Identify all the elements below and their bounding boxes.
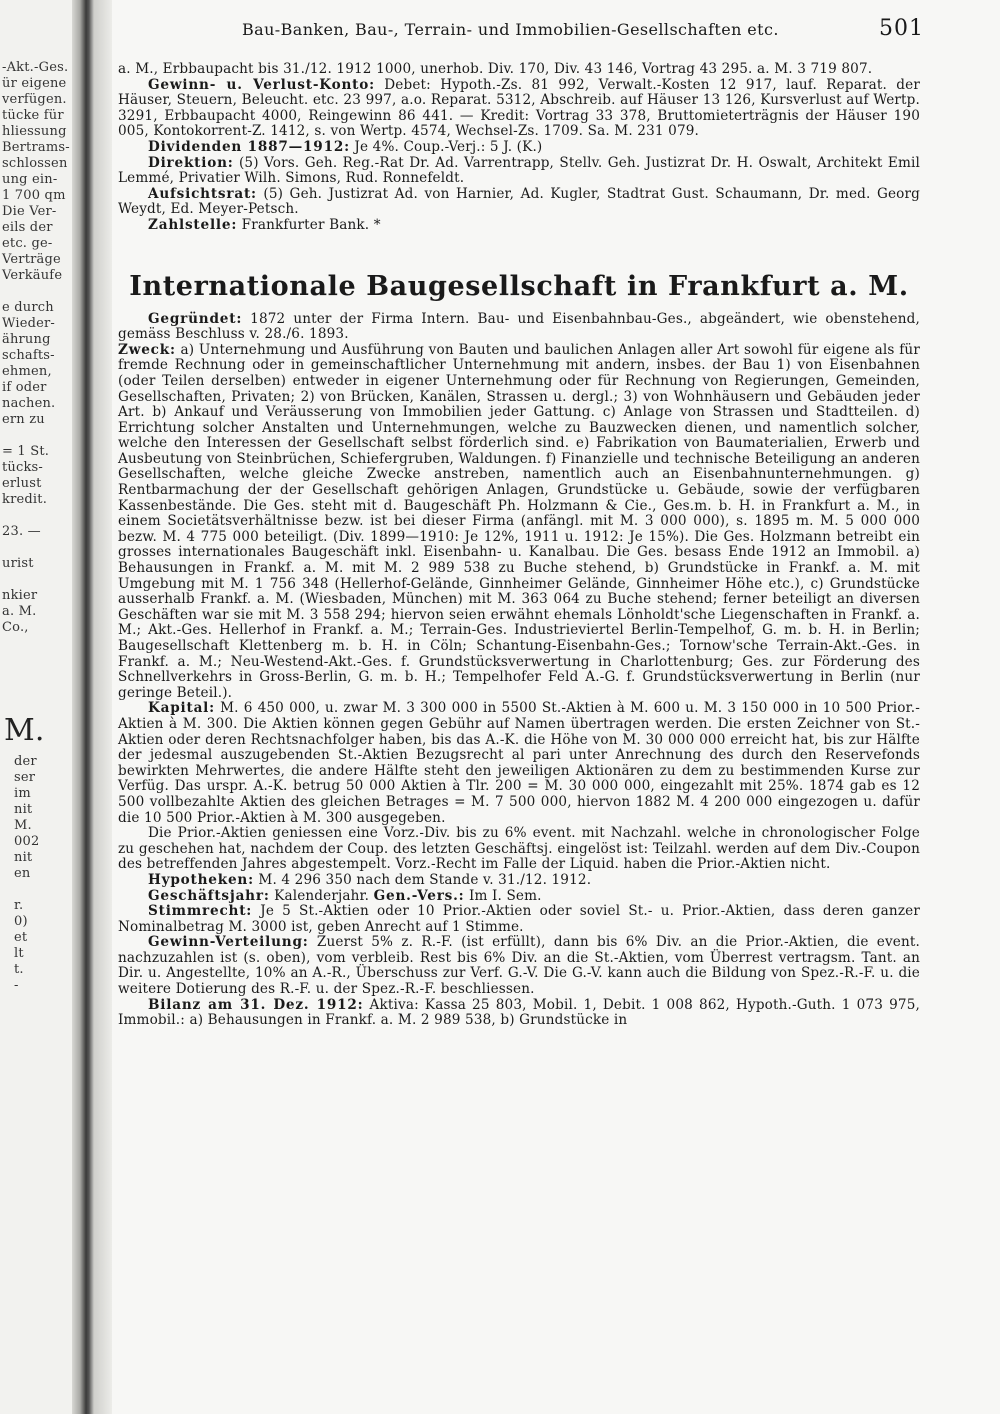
section-label: Gewinn-Verteilung: bbox=[148, 934, 309, 951]
adjacent-page-fragment: kredit. bbox=[2, 492, 48, 507]
adjacent-page-fragment: 1 700 qm bbox=[2, 188, 66, 203]
adjacent-page-fragment: nit bbox=[14, 850, 33, 865]
running-header bbox=[112, 16, 924, 46]
prev-zahlstelle bbox=[118, 218, 920, 234]
section-label: Stimmrecht: bbox=[148, 903, 253, 920]
adjacent-page-fragment: ehmen, bbox=[2, 364, 52, 379]
entry-bilanz bbox=[118, 998, 920, 1029]
adjacent-page-fragment: urist bbox=[2, 556, 34, 571]
adjacent-page-fragment: etc. ge- bbox=[2, 236, 53, 251]
section-text: Aktiva: Kassa 25 803, Mobil. 1, Debit. 1 008 862, Hypoth.-Guth. 1 073 975, Immobil.: a) Behausungen in Frankf. a. M. 2 989 538, b) Grundstücke in bbox=[118, 996, 920, 1029]
adjacent-page-fragment: Die Ver- bbox=[2, 204, 57, 219]
adjacent-page-fragment: a. M. bbox=[2, 604, 37, 619]
adjacent-page-fragment: e durch bbox=[2, 300, 54, 315]
header-title: Bau-Banken, Bau-, Terrain- und Immobilien-Gesellschaften etc. bbox=[242, 20, 779, 39]
section-label: Zahlstelle: bbox=[148, 216, 238, 233]
section-text: a) Unternehmung und Ausführung von Bauten und baulichen Anlagen aller Art sowohl für eigene als für fremde Rechnung oder in gemeinschaftlicher Unternehmung mit andern, insbes. der Bau 1) von Eisenbahnen (oder Teilen derselben) entweder in eigener Unternehmung oder für Rechnung von Regierungen, Gemeinden, Gesellschaften, Privaten; 2) von Brücken, Kanälen, Strassen u. dergl.; 3) von Wohnhäusern und Gebäuden jeder Art. b) Ankauf und Veräusserung von Immobilien jeder Gattung. c) Anlage von Strassen und Stadtteilen. d) Errichtung solcher Anstalten und Unternehmungen, welche zu Bauzwecken dienen, und namentlich solcher, welche den Interessen der Gesellschaft selbst förderlich sind. e) Fabrikation von Baumaterialien, Erwerb und Ausbeutung von Steinbrüchen, Schiefergruben, Waldungen. f) Finanzielle und technische Beteiligung an anderen Gesellschaften, welche gleiche Zwecke anstreben, namentlich auch an Eisenbahnunternehmungen. g) Rentbarmachung der der Gesellschaft gehörigen Anlagen, Grundstücke u. Gebäude, sowie der verfügbaren Kassenbestände. Die Ges. steht mit d. Baugeschäft Ph. Holzmann & Cie., Ges.m. b. H. in Frankfurt a. M., in einem Societätsverhältnisse bezw. ist bei dieser Firma (anfängl. mit M. 3 000 000), s. 1895 m. M. 5 000 000 bezw. M. 4 775 000 beteiligt. (Div. 1899—1910: Je 12%, 1911 u. 1912: Je 15%). Die Ges. Holzmann betreibt ein grosses internationales Baugeschäft inkl. Eisenbahn- u. Kanalbau. Die Ges. besass Ende 1912 an Immobil. a) Behausungen in Frankf. a. M. mit M. 2 989 538 zu Buche stehend, b) Grundstücke in Frankf. a. M. mit Umgebung mit M. 1 756 348 (Hellerhof-Gelände, Ginnheimer Gelände, Ginnheimer Höhe etc.), c) Grundstücke ausserhalb Frankf. a. M. (Wiesbaden, München) mit M. 363 064 zu Buche stehend; ferner beteiligt an diversen Geschäften war sie mit M. 3 558 294; hiervon seien erwähnt ehemals Lönholdt'sche Liegenschaften in Frankf. a. M.; Akt.-Ges. Hellerhof in Frankf. a. M.; Terrain-Ges. Industrieviertel Berlin-Tempelhof, G. m. b. H. in Berlin; Baugesellschaft Klettenberg m. b. H. in Cöln; Schantung-Eisenbahn-Ges.; Tornow'sche Terrain-Akt.-Ges. in Frankf. a. M.; Neu-Westend-Akt.-Ges. f. Grundstücksverwertung in Charlottenburg; Ges. zur Förderung des Schnellverkehrs in Gross-Berlin, G. m. b. H.; Tempelhofer Feld A.-G. f. Grundstücksverwertung in Berlin (nur geringe Beteil.). bbox=[118, 341, 920, 701]
adjacent-page-fragment: nachen. bbox=[2, 396, 56, 411]
prev-aufsichtsrat bbox=[118, 187, 920, 218]
section-label: Direktion: bbox=[148, 154, 234, 171]
adjacent-page-fragment: 0) bbox=[14, 914, 28, 929]
section-label: Geschäftsjahr: bbox=[148, 887, 270, 904]
section-label: Hypotheken: bbox=[148, 871, 254, 888]
adjacent-page-fragment: M. bbox=[4, 713, 45, 748]
entry-gegruendet bbox=[118, 312, 920, 343]
adjacent-page-fragment: tücke für bbox=[2, 108, 64, 123]
section-text: M. 4 296 350 nach dem Stande v. 31./12. 1912. bbox=[258, 871, 592, 888]
adjacent-page-fragment: 23. — bbox=[2, 524, 41, 539]
adjacent-page-fragment: Verkäufe bbox=[2, 268, 63, 283]
adjacent-page-fragment: ser bbox=[14, 770, 36, 785]
adjacent-page-fragment: r. bbox=[14, 898, 24, 913]
section-text: Kalenderjahr. bbox=[274, 887, 370, 904]
section-text: Je 5 St.-Aktien oder 10 Prior.-Aktien oder soviel St.- u. Prior.-Aktien, dass deren ganzer Nominalbetrag M. 3000 ist, geben Anrecht auf 1 Stimme. bbox=[118, 903, 920, 935]
adjacent-page-fragment: schafts- bbox=[2, 348, 55, 363]
adjacent-page-fragment: der bbox=[14, 754, 37, 769]
entry-gewinn-verteilung bbox=[118, 935, 920, 997]
section-label: Gen.-Vers.: bbox=[373, 887, 465, 904]
adjacent-page-fragment: - bbox=[14, 978, 19, 993]
prev-gewinn-verlust bbox=[118, 78, 920, 140]
section-text: Debet: Hypoth.-Zs. 81 992, Verwalt.-Kosten 12 917, lauf. Reparat. der Häuser, Steuern, Beleucht. etc. 23 997, a.o. Reparat. 5312, Abschreib. auf Häuser 13 126, Kursverlust auf Wertp. 3291, Erbbaupacht 4000, Reingewinn 86 441. — Kredit: Vortrag 33 378, Bruttomieterträgnis der Häuser 190 005, Kontokorrent-Z. 1412, s. von Wertp. 4574, Wechsel-Zs. 1709. Sa. M. 231 079. bbox=[118, 76, 920, 140]
section-text: 1872 unter der Firma Intern. Bau- und Eisenbahnbau-Ges., abgeändert, wie obenstehend, gemäss Beschluss v. 28./6. 1893. bbox=[118, 310, 920, 343]
adjacent-page-fragment: eils der bbox=[2, 220, 53, 235]
adjacent-page-fragment: ährung bbox=[2, 332, 51, 347]
adjacent-page-fragment: t. bbox=[14, 962, 24, 977]
section-label: Aufsichtsrat: bbox=[148, 185, 257, 202]
section-label: Dividenden 1887—1912: bbox=[148, 138, 350, 155]
adjacent-page-fragment: schlossen bbox=[2, 156, 68, 171]
adjacent-page-fragment: Verträge bbox=[2, 252, 61, 267]
page-number: 501 bbox=[879, 16, 924, 41]
adjacent-page-fragment: verfügen. bbox=[2, 92, 67, 107]
adjacent-page-fragment: if oder bbox=[2, 380, 47, 395]
section-text: Im I. Sem. bbox=[468, 887, 542, 904]
section-label: Gewinn- u. Verlust-Konto: bbox=[148, 76, 375, 93]
section-label: Gegründet: bbox=[148, 310, 243, 327]
section-text: Frankfurter Bank. * bbox=[241, 216, 381, 233]
adjacent-page-fragment: im bbox=[14, 786, 31, 801]
company-title: Internationale Baugesellschaft in Frankfurt a. M. bbox=[129, 270, 909, 302]
adjacent-page-strip bbox=[0, 0, 72, 1414]
entry-stimmrecht bbox=[118, 904, 920, 935]
adjacent-page-fragment: lt bbox=[14, 946, 24, 961]
prev-entry-intro: a. M., Erbbaupacht bis 31./12. 1912 1000, unerhob. Div. 170, Div. 43 146, Vortrag 43 295. a. M. 3 719 807. bbox=[118, 61, 873, 77]
entry-kapital bbox=[118, 701, 920, 826]
adjacent-page-fragment: nit bbox=[14, 802, 33, 817]
book-gutter bbox=[72, 0, 112, 1414]
prev-dividenden bbox=[118, 140, 920, 156]
entry-prior-aktien: Die Prior.-Aktien geniessen eine Vorz.-Div. bis zu 6% event. mit Nachzahl. welche in chronologischer Folge zu geschehen hat, nachdem der Coup. des letzten Geschäftsj. eingelöst ist: Teilzahl. werden auf dem Div.-Coupon des betreffenden Jahres abgestempelt. Vorz.-Recht im Falle der Liquid. haben die Prior.-Aktien nicht. bbox=[118, 825, 920, 873]
section-label: Zweck: bbox=[118, 341, 176, 358]
section-text: Je 4%. Coup.-Verj.: 5 J. (K.) bbox=[354, 138, 543, 155]
adjacent-page-fragment: nkier bbox=[2, 588, 38, 603]
section-text: M. 6 450 000, u. zwar M. 3 300 000 in 5500 St.-Aktien à M. 600 u. M. 3 150 000 in 10 500 Prior.-Aktien à M. 300. Die Aktien können gegen Gebühr auf Namen übertragen werden. Die ersten Zeichner von St.-Aktien oder deren Rechtsnachfolger haben, bis das A.-K. die Höhe von M. 30 000 000 erreicht hat, bis zur Hälfte der jedesmal auszugebenden St.-Aktien Bezugsrecht al pari unter Anrechnung des durch den Reservefonds bewirkten Mehrwertes, die andere Hälfte steht den jeweiligen Aktionären zu dem zu bestimmenden Kurse zur Verfüg. Das urspr. A.-K. betrug 50 000 Aktien à Tlr. 200 = M. 30 000 000, eingezahlt mit 25%. 1874 gab es 12 500 vollbezahlte Aktien des gleichen Betrages = M. 7 500 000, hiervon 1882 M. 4 200 000 eingezogen u. dafür die 10 500 Prior.-Aktien à M. 300 ausgegeben. bbox=[118, 700, 920, 826]
adjacent-page-fragment: en bbox=[14, 866, 31, 881]
entry-hypotheken bbox=[118, 873, 920, 889]
adjacent-page-fragment: 002 bbox=[14, 834, 40, 849]
adjacent-page-fragment: ung ein- bbox=[2, 172, 58, 187]
adjacent-page-fragment: Co., bbox=[2, 620, 29, 635]
adjacent-page-fragment: ür eigene bbox=[2, 76, 67, 91]
text-column bbox=[118, 62, 920, 1029]
adjacent-page-fragment: erlust bbox=[2, 476, 42, 491]
section-text: (5) Geh. Justizrat Ad. von Harnier, Ad. Kugler, Stadtrat Gust. Schaumann, Dr. med. Georg Weydt, Ed. Meyer-Petsch. bbox=[118, 185, 920, 218]
section-label: Bilanz am 31. Dez. 1912: bbox=[148, 996, 364, 1013]
adjacent-page-fragment: tücks- bbox=[2, 460, 44, 475]
entry-geschaeftsjahr bbox=[118, 889, 920, 905]
adjacent-page-fragment: -Akt.-Ges. bbox=[2, 60, 69, 75]
section-label: Kapital: bbox=[148, 700, 215, 717]
adjacent-page-fragment: et bbox=[14, 930, 28, 945]
adjacent-page-fragment: M. bbox=[14, 818, 32, 833]
adjacent-page-fragment: hliessung bbox=[2, 124, 67, 139]
section-text: (5) Vors. Geh. Reg.-Rat Dr. Ad. Varrentrapp, Stellv. Geh. Justizrat Dr. H. Oswalt, Architekt Emil Lemmé, Privatier Wilh. Simons, Rud. Ronnefeldt. bbox=[118, 154, 920, 187]
adjacent-page-fragment: Bertrams- bbox=[2, 140, 70, 155]
adjacent-page-fragment: ern zu bbox=[2, 412, 45, 427]
section-text: Zuerst 5% z. R.-F. (ist erfüllt), dann bis 6% Div. an die Prior.-Aktien, die event. nachzuzahlen ist (s. oben), vom verbleib. Rest bis 6% Div. an die St.-Aktien, vom Überrest vertragsm. Tant. an Dir. u. Angestellte, 10% an A.-R., Überschuss zur Verf. G.-V. Die G.-V. kann auch die Bildung von Spez.-R.-F. u. die weitere Dotierung des R.-F. u. der Spez.-R.-F. beschliessen. bbox=[118, 934, 920, 998]
prev-direktion bbox=[118, 156, 920, 187]
adjacent-page-fragment: = 1 St. bbox=[2, 444, 50, 459]
entry-zweck bbox=[118, 343, 920, 702]
adjacent-page-fragment: Wieder- bbox=[2, 316, 56, 331]
